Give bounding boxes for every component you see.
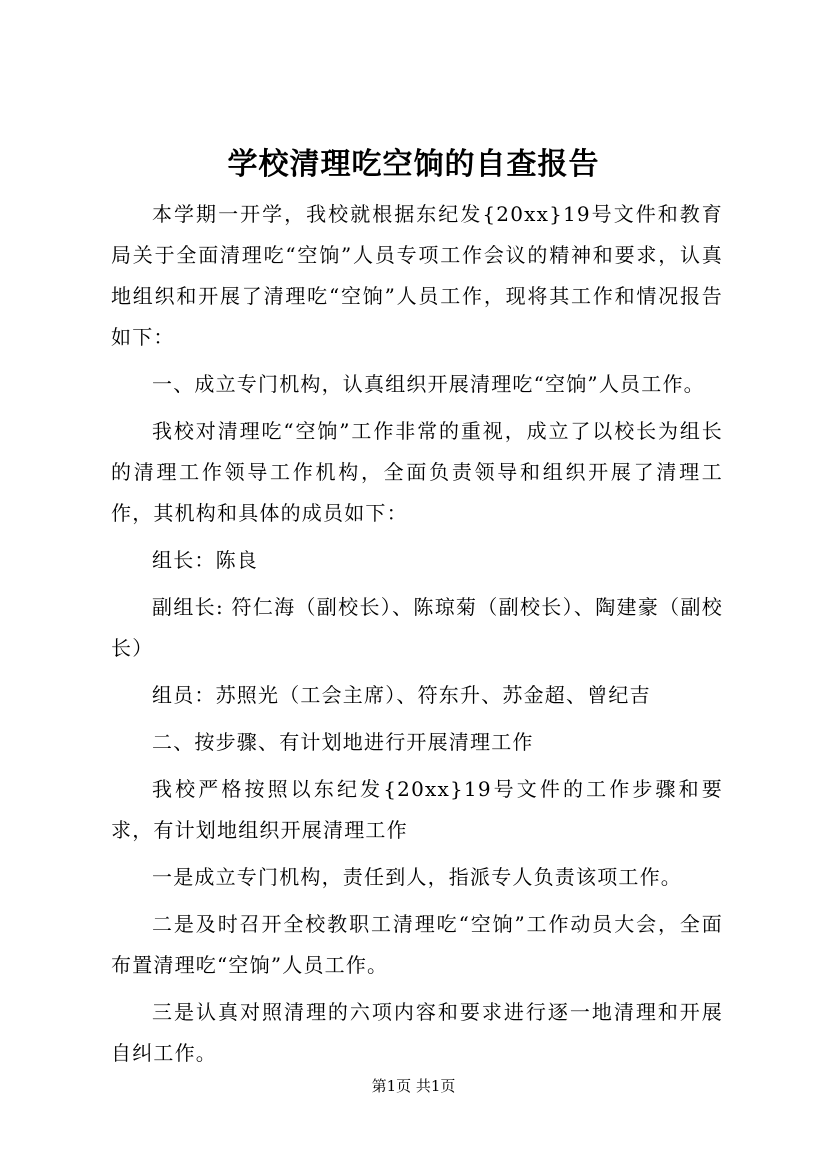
section-heading-2: 二、按步骤、有计划地进行开展清理工作 [152,730,534,754]
paragraph-step-3: 三是认真对照清理的六项内容和要求进行逐一地清理和开展自纠工作。 [111,1000,723,1065]
document-title: 学校清理吃空饷的自查报告 [227,147,600,182]
paragraph-step-2: 二是及时召开全校教职工清理吃“空饷”工作动员大会，全面布置清理吃“空饷”人员工作。 [111,912,723,977]
paragraph-leader: 组长：陈良 [152,548,258,572]
paragraph-members: 组员：苏照光（工会主席）、符东升、苏金超、曾纪吉 [152,683,651,707]
document-body [111,194,723,1080]
paragraph-intro: 本学期一开学，我校就根据东纪发{20xx}19号文件和教育局关于全面清理吃“空饷”人员专项工作会议的精神和要求，认真地组织和开展了清理吃“空饷”人员工作，现将其工作和情况报告如下： [111,202,723,349]
paragraph-deputy-leaders: 副组长: 符仁海（副校长）、陈琼菊（副校长）、陶建豪（副校长） [111,595,723,660]
section-heading-1: 一、成立专门机构，认真组织开展清理吃“空饷”人员工作。 [152,372,705,396]
paragraph-step-1: 一是成立专门机构，责任到人，指派专人负责该项工作。 [152,865,682,889]
page-footer: 第1页 共1页 [371,1077,456,1095]
paragraph-organization: 我校对清理吃“空饷”工作非常的重视，成立了以校长为组长的清理工作领导工作机构，全面负责领导和组织开展了清理工作，其机构和具体的成员如下： [111,419,723,525]
paragraph-procedure: 我校严格按照以东纪发{20xx}19号文件的工作步骤和要求，有计划地组织开展清理工作 [111,777,723,842]
